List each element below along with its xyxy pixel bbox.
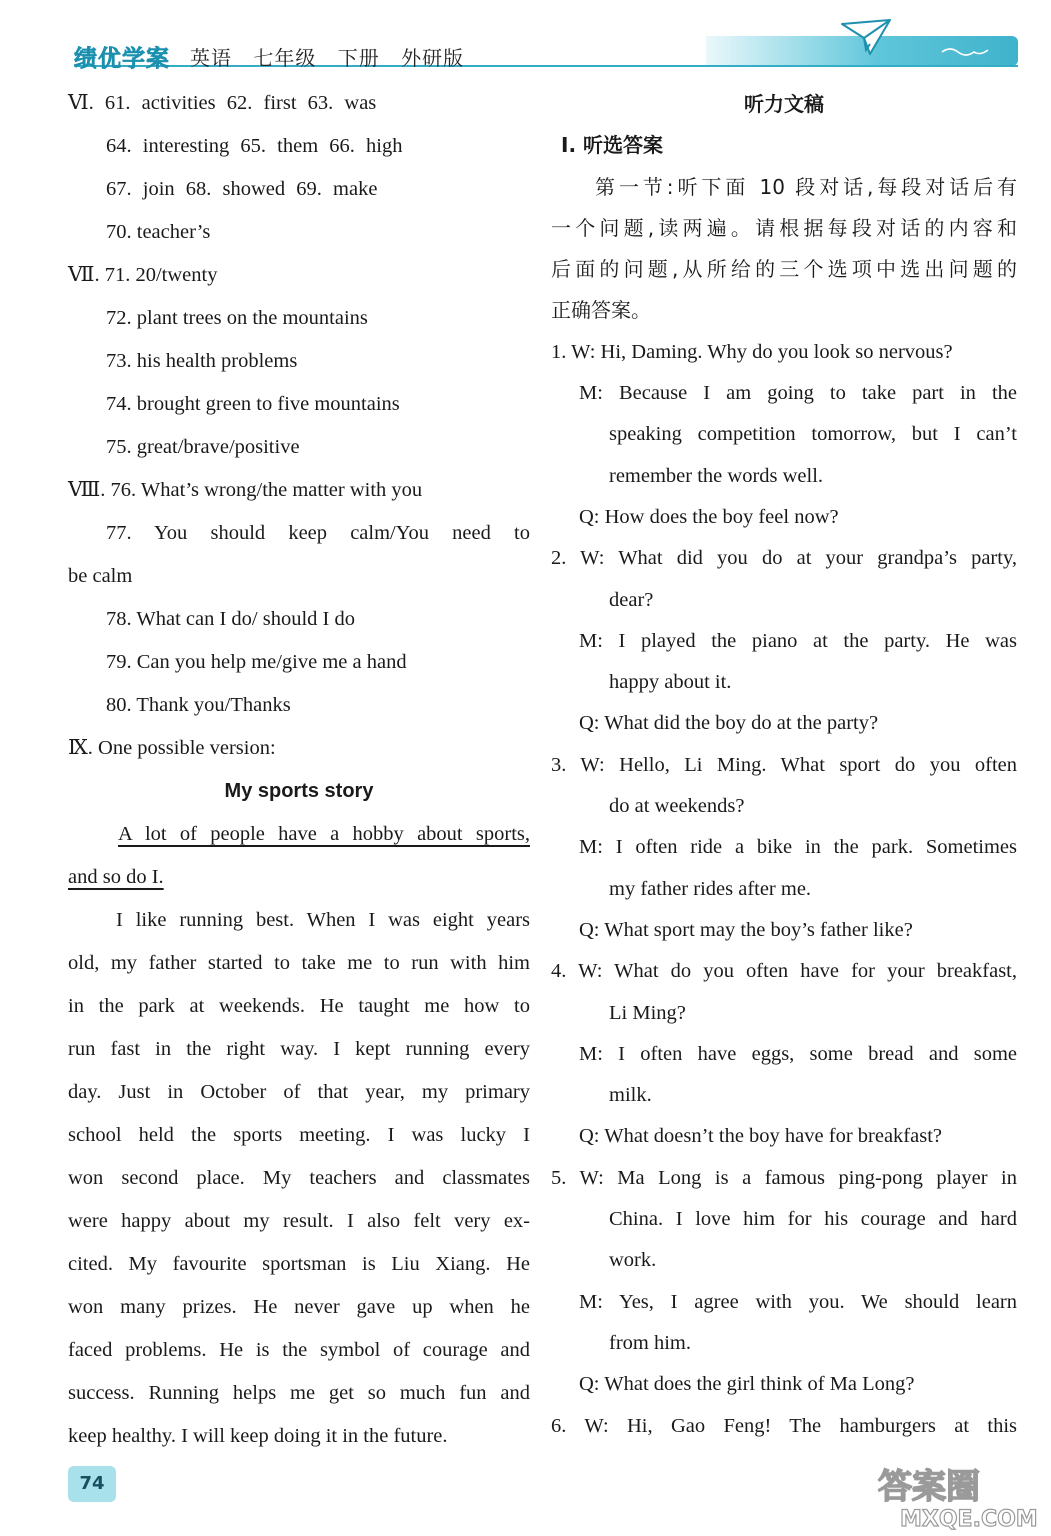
dialog-line: dear? — [609, 588, 654, 611]
page-number: 74 — [68, 1466, 116, 1502]
dialog-line: M: I often have eggs, some bread and some — [579, 1042, 1017, 1065]
watermark-text: 答案圈 — [878, 1467, 980, 1507]
answer-line: 79. Can you help me/give me a hand — [106, 651, 407, 673]
dialog-line: Q: What did the boy do at the party? — [579, 712, 879, 735]
dialog-line: do at weekends? — [609, 795, 745, 818]
story-line: cited. My favourite sportsman is Liu Xiang. He — [68, 1253, 530, 1275]
dialog-line: Q: What does the girl think of Ma Long? — [579, 1373, 915, 1396]
answer-line: 78. What can I do/ should I do — [106, 608, 355, 630]
story-line: were happy about my result. I also felt very ex- — [68, 1210, 530, 1232]
dialog-line: happy about it. — [609, 671, 732, 694]
dialog-line: 2. W: What did you do at your grandpa’s party, — [551, 547, 1017, 570]
dialog-line: Q: What doesn’t the boy have for breakfast? — [579, 1125, 942, 1148]
dialog-line: 6. W: Hi, Gao Feng! The hamburgers at this — [551, 1414, 1017, 1437]
instruction-line: 一个问题,读两遍。请根据每段对话的内容和 — [551, 215, 1017, 240]
answer-line: be calm — [68, 565, 133, 587]
dialog-line: 5. W: Ma Long is a famous ping-pong player in — [551, 1166, 1017, 1189]
dialog-line: my father rides after me. — [609, 877, 812, 900]
transcript-column — [551, 84, 1017, 1447]
story-line: success. Running helps me get so much fun and — [68, 1382, 530, 1404]
swirl-decor-icon — [940, 44, 990, 58]
answer-line: 74. brought green to five mountains — [106, 393, 400, 415]
answer-line: Ⅵ. 61. activities 62. first 63. was — [68, 92, 377, 114]
answer-line: 77. You should keep calm/You need to — [106, 522, 530, 544]
story-intro-text: A lot of people have a hobby about sports, — [118, 823, 530, 845]
dialog-line: Q: What sport may the boy’s father like? — [579, 918, 913, 941]
answer-line: 72. plant trees on the mountains — [106, 307, 368, 329]
story-line: run fast in the right way. I kept running every — [68, 1038, 530, 1060]
story-line: keep healthy. I will keep doing it in the future. — [68, 1425, 448, 1447]
dialog-line: 3. W: Hello, Li Ming. What sport do you often — [551, 753, 1017, 776]
story-intro-text: and so do I. — [68, 866, 164, 888]
answer-line: 64. interesting 65. them 66. high — [106, 135, 403, 157]
answer-line: 67. join 68. showed 69. make — [106, 178, 378, 200]
answer-line: Ⅶ. 71. 20/twenty — [68, 264, 218, 286]
dialog-line: M: Because I am going to take part in the — [579, 382, 1017, 405]
story-title: My sports story — [224, 780, 374, 802]
watermark-logo — [870, 1460, 1045, 1532]
story-line: school held the sports meeting. I was lucky I — [68, 1124, 530, 1146]
dialog-line: China. I love him for his courage and hard — [609, 1208, 1017, 1231]
story-intro-line — [68, 815, 530, 858]
story-line: old, my father started to take me to run with him — [68, 952, 530, 974]
story-line: I like running best. When I was eight years — [116, 909, 530, 931]
answer-column — [68, 84, 530, 1460]
dialog-line: from him. — [609, 1331, 691, 1354]
instruction-line: 正确答案。 — [551, 298, 651, 323]
dialog-line: Li Ming? — [609, 1001, 686, 1024]
paper-plane-icon — [840, 18, 892, 58]
story-line: won many prizes. He never gave up when he — [68, 1296, 530, 1318]
dialog-line: Q: How does the boy feel now? — [579, 505, 839, 528]
dialog-list — [551, 332, 1017, 1447]
story-line: day. Just in October of that year, my primary — [68, 1081, 530, 1103]
dialog-line: speaking competition tomorrow, but I can’t — [609, 423, 1017, 446]
dialog-line: M: I often ride a bike in the park. Sometimes — [579, 836, 1017, 859]
dialog-line: remember the words well. — [609, 464, 824, 487]
dialog-line: M: Yes, I agree with you. We should learn — [579, 1290, 1017, 1313]
answer-line: Ⅷ. 76. What’s wrong/the matter with you — [68, 479, 423, 501]
dialog-line: M: I played the piano at the party. He was — [579, 629, 1017, 652]
brand-logo: 绩优学案 — [74, 46, 170, 72]
transcript-title: 听力文稿 — [744, 92, 824, 116]
dialog-line: milk. — [609, 1084, 652, 1107]
instruction-line: 第一节:听下面 10 段对话,每段对话后有 — [595, 174, 1017, 199]
dialog-line: 1. W: Hi, Daming. Why do you look so nervous? — [551, 340, 953, 363]
answer-line: 73. his health problems — [106, 350, 298, 372]
dialog-line: 4. W: What do you often have for your breakfast, — [551, 960, 1017, 983]
story-line: in the park at weekends. He taught me how to — [68, 995, 530, 1017]
answer-line: Ⅸ. One possible version: — [68, 737, 276, 759]
story-line: faced problems. He is the symbol of courage and — [68, 1339, 530, 1361]
answer-line: 75. great/brave/positive — [106, 436, 300, 458]
instruction-line: 后面的问题,从所给的三个选项中选出问题的 — [551, 257, 1017, 282]
section-heading: Ⅰ. 听选答案 — [561, 133, 664, 158]
answer-line: 70. teacher’s — [106, 221, 211, 243]
answer-line: 80. Thank you/Thanks — [106, 694, 291, 716]
page-header — [0, 0, 1051, 80]
dialog-line: work. — [609, 1249, 657, 1272]
story-line: won second place. My teachers and classmates — [68, 1167, 530, 1189]
watermark-url: MXQE.COM — [900, 1507, 1038, 1532]
story-intro-line — [68, 858, 530, 901]
book-info: 英语 七年级 下册 外研版 — [190, 46, 465, 70]
